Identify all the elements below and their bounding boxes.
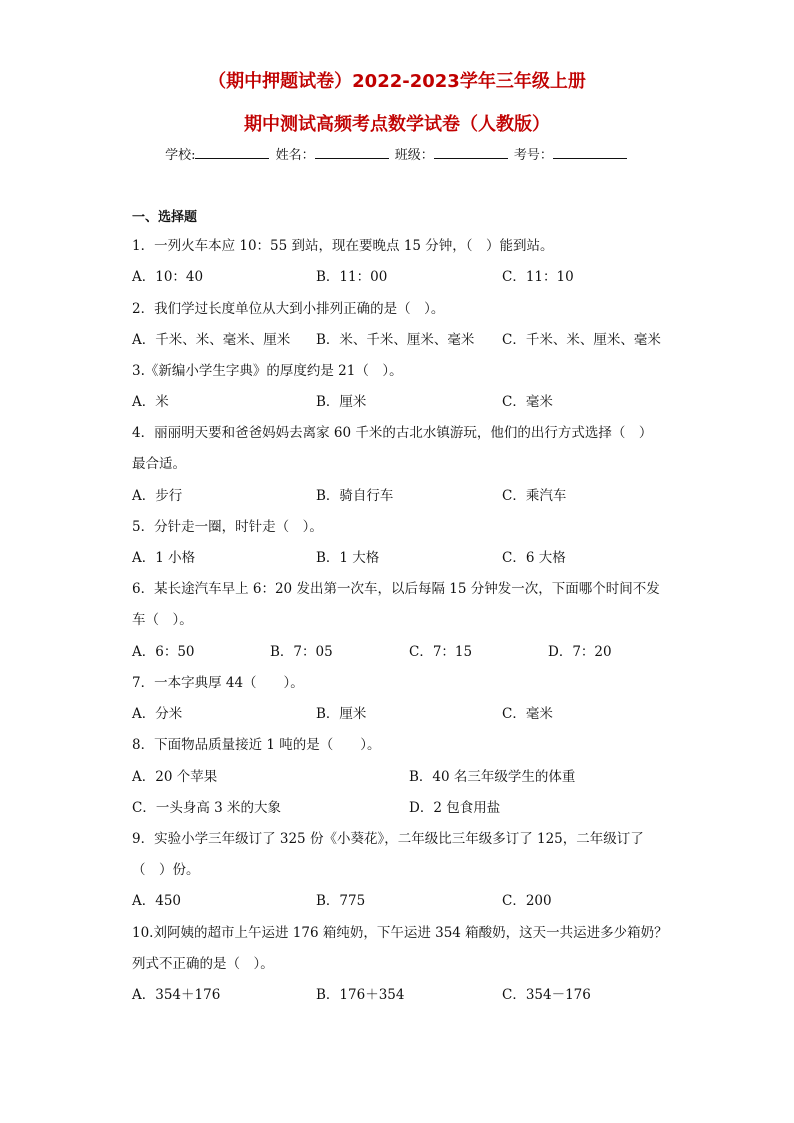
q6-option-a[interactable]: A．6：50	[132, 644, 195, 660]
name-label: 姓名：	[275, 148, 315, 163]
q3-option-a[interactable]: A．米	[132, 394, 169, 410]
q5-option-a[interactable]: A．1 小格	[132, 550, 196, 566]
question-4-continued: 最合适。	[132, 456, 186, 472]
class-label: 班级：	[394, 148, 434, 163]
class-blank[interactable]	[434, 146, 508, 159]
q8-option-c[interactable]: C．一头身高 3 米的大象	[132, 800, 282, 816]
school-blank[interactable]	[195, 146, 269, 159]
q7-option-a[interactable]: A．分米	[132, 706, 183, 722]
title-line-2: 期中测试高频考点数学试卷（人教版）	[244, 114, 550, 135]
question-9-continued: （ ）份。	[132, 862, 200, 878]
question-10-continued: 列式不正确的是（ ）。	[132, 956, 274, 972]
question-3: 3.《新编小学生字典》的厚度约是 21（ ）。	[132, 363, 403, 379]
q4-option-a[interactable]: A．步行	[132, 488, 183, 504]
q9-option-c[interactable]: C．200	[502, 893, 552, 909]
question-9: 9．实验小学三年级订了 325 份《小葵花》，二年级比三年级多订了 125，二年级订了	[132, 831, 644, 847]
school-label: 学校:	[165, 148, 196, 163]
q3-option-b[interactable]: B．厘米	[316, 394, 367, 410]
question-1: 1．一列火车本应 10：55 到站，现在要晚点 15 分钟，（ ）能到站。	[132, 238, 554, 254]
q4-option-c[interactable]: C．乘汽车	[502, 488, 567, 504]
q6-option-b[interactable]: B．7：05	[270, 644, 333, 660]
q8-option-b[interactable]: B．40 名三年级学生的体重	[409, 769, 576, 785]
q3-option-c[interactable]: C．毫米	[502, 394, 553, 410]
question-6-continued: 车（ ）。	[132, 612, 193, 628]
name-blank[interactable]	[315, 146, 389, 159]
question-2: 2．我们学过长度单位从大到小排列正确的是（ ）。	[132, 301, 445, 317]
question-7: 7．一本字典厚 44（ ）。	[132, 675, 304, 691]
q4-option-b[interactable]: B．骑自行车	[316, 488, 394, 504]
q1-option-c[interactable]: C．11：10	[502, 269, 574, 285]
question-10: 10.刘阿姨的超市上午运进 176 箱纯奶，下午运进 354 箱酸奶，这天一共运进多少箱奶？	[132, 925, 668, 941]
q10-option-a[interactable]: A．354＋176	[132, 987, 221, 1003]
q2-option-b[interactable]: B．米、千米、厘米、毫米	[316, 332, 475, 348]
q2-option-a[interactable]: A．千米、米、毫米、厘米	[132, 332, 291, 348]
q5-option-c[interactable]: C．6 大格	[502, 550, 566, 566]
question-5: 5．分针走一圈，时针走（ ）。	[132, 519, 323, 535]
q9-option-a[interactable]: A．450	[132, 893, 182, 909]
q10-option-b[interactable]: B．176＋354	[316, 987, 405, 1003]
student-info-row	[0, 144, 794, 163]
question-8: 8．下面物品质量接近 1 吨的是（ ）。	[132, 737, 381, 753]
q8-option-a[interactable]: A．20 个苹果	[132, 769, 218, 785]
section-title: 一、选择题	[132, 210, 198, 225]
q1-option-a[interactable]: A．10：40	[132, 269, 204, 285]
q6-option-d[interactable]: D．7：20	[548, 644, 612, 660]
q10-option-c[interactable]: C．354－176	[502, 987, 591, 1003]
q1-option-b[interactable]: B．11：00	[316, 269, 388, 285]
question-6: 6．某长途汽车早上 6：20 发出第一次车，以后每隔 15 分钟发一次，下面哪个时间不发	[132, 581, 660, 597]
q7-option-b[interactable]: B．厘米	[316, 706, 367, 722]
q8-option-d[interactable]: D．2 包食用盐	[409, 800, 501, 816]
q6-option-c[interactable]: C．7：15	[409, 644, 473, 660]
q5-option-b[interactable]: B．1 大格	[316, 550, 380, 566]
q2-option-c[interactable]: C．千米、米、厘米、毫米	[502, 332, 661, 348]
q9-option-b[interactable]: B．775	[316, 893, 366, 909]
q7-option-c[interactable]: C．毫米	[502, 706, 553, 722]
question-4: 4．丽丽明天要和爸爸妈妈去离家 60 千米的古北水镇游玩，他们的出行方式选择（ ）	[132, 425, 653, 441]
number-label: 考号：	[513, 148, 553, 163]
title-line-1: （期中押题试卷）2022-2023学年三年级上册	[208, 71, 586, 92]
number-blank[interactable]	[553, 146, 627, 159]
